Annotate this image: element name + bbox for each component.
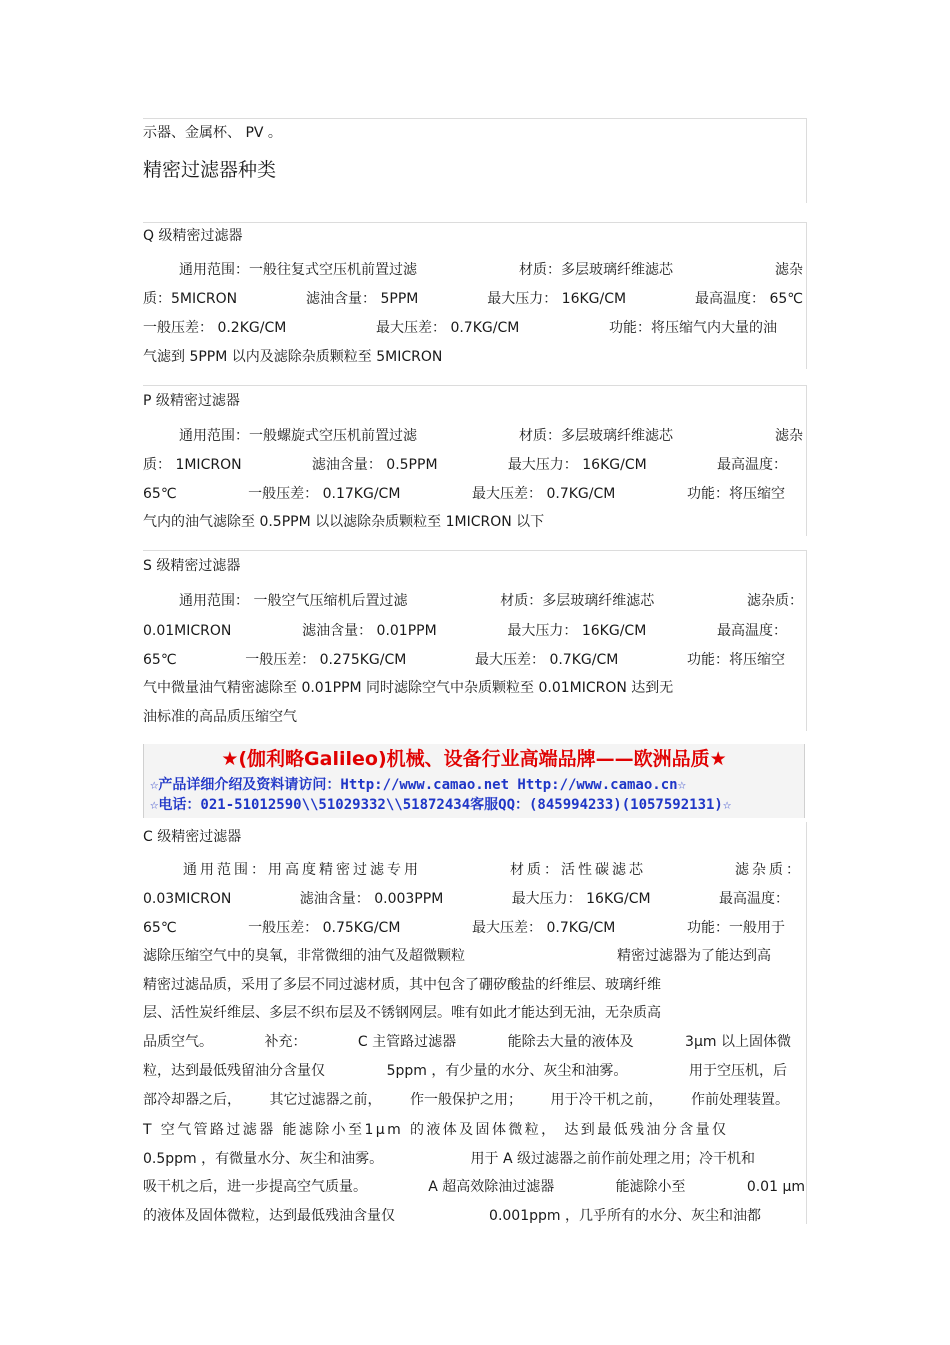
- p-l1-b: 材质：多层玻璃纤维滤芯: [519, 428, 673, 444]
- s-line-2: [143, 622, 787, 640]
- c-l13-b: 0.001ppm ，几乎所有的水分、灰尘和油都: [489, 1208, 761, 1224]
- c-l9-d: 用于冷干机之前，: [550, 1092, 663, 1108]
- c-l2-c: 最大压力： 16KG/CM: [511, 891, 651, 907]
- p-l1-a: 通用范围：一般螺旋式空压机前置过滤: [179, 428, 417, 444]
- q-l1-a: 通用范围：一般往复式空压机前置过滤: [179, 262, 417, 278]
- c-l13-a: 的液体及固体微粒，达到最低残油含量仅: [143, 1208, 395, 1224]
- q-line-4: 气滤到 5PPM 以内及滤除杂质颗粒至 5MICRON: [143, 349, 443, 365]
- s-l1-a: 通用范围： 一般空气压缩机后置过滤: [179, 593, 408, 609]
- c-l9-e: 作前处理装置。: [691, 1092, 789, 1108]
- s-l1-b: 材质：多层玻璃纤维滤芯: [500, 593, 655, 609]
- c-l2-b: 滤油含量： 0.003PPM: [299, 891, 444, 907]
- s-heading: S 级精密过滤器: [143, 558, 241, 574]
- p-l3-a: 65℃: [143, 486, 177, 502]
- c-heading: C 级精密过滤器: [143, 829, 242, 845]
- q-line-1: [143, 261, 803, 279]
- c-l7-d: 能除去大量的液体及: [507, 1034, 634, 1050]
- s-line-3: [143, 651, 785, 669]
- p-line-3: [143, 485, 785, 503]
- c-line-13: [143, 1207, 761, 1225]
- c-l7-b: 补充：: [264, 1034, 307, 1050]
- s-l2-b: 滤油含量： 0.01PPM: [302, 623, 437, 639]
- section-title: 精密过滤器种类: [143, 159, 277, 181]
- p-line-2: [143, 456, 787, 474]
- s-l2-c: 最大压力： 16KG/CM: [507, 623, 647, 639]
- c-l7-e: 3μm 以上固体微: [685, 1034, 791, 1050]
- p-l2-d: 最高温度：: [716, 457, 787, 473]
- q-l3-c: 功能：将压缩气内大量的油: [609, 320, 777, 336]
- c-l4-a: 滤除压缩空气中的臭氧，非常微细的油气及超微颗粒: [143, 948, 465, 964]
- s-l3-a: 65℃: [143, 652, 177, 668]
- p-l2-a: 质： 1MICRON: [143, 457, 242, 473]
- s-l1-c: 滤杂质：: [746, 593, 803, 609]
- c-l8-b: 5ppm ，有少量的水分、灰尘和油雾。: [386, 1063, 628, 1079]
- s-line-1: [143, 592, 803, 610]
- c-l9-b: 其它过滤器之前，: [269, 1092, 382, 1108]
- c-l1-c: 滤杂质：: [735, 862, 803, 878]
- frame-s: [143, 550, 807, 731]
- q-l3-b: 最大压差： 0.7KG/CM: [376, 320, 520, 336]
- q-l1-b: 材质：多层玻璃纤维滤芯: [519, 262, 673, 278]
- c-line-7: [143, 1033, 791, 1051]
- s-l2-a: 0.01MICRON: [143, 623, 232, 639]
- c-l11-a: 0.5ppm ，有微量水分、灰尘和油雾。: [143, 1151, 384, 1167]
- q-l2-a: 质：5MICRON: [143, 291, 238, 307]
- c-line-8: [143, 1062, 787, 1080]
- c-l4-b: 精密过滤器为了能达到高: [617, 948, 771, 964]
- banner-phone-line: ☆电话：021-51012590\\51029332\\51872434客服QQ：(845994233)(1057592131)☆: [150, 797, 732, 813]
- p-line-1: [143, 427, 803, 445]
- p-l3-c: 最大压差： 0.7KG/CM: [472, 486, 616, 502]
- s-l3-b: 一般压差： 0.275KG/CM: [245, 652, 407, 668]
- s-l2-d: 最高温度：: [717, 623, 787, 639]
- c-l12-a: 吸干机之后，进一步提高空气质量。: [143, 1179, 367, 1195]
- p-l3-b: 一般压差： 0.17KG/CM: [248, 486, 401, 502]
- q-line-2: [143, 290, 803, 308]
- c-l2-a: 0.03MICRON: [143, 891, 232, 907]
- p-l2-c: 最大压力： 16KG/CM: [507, 457, 647, 473]
- p-l1-c: 滤杂: [775, 428, 803, 444]
- ad-banner[interactable]: [143, 744, 805, 818]
- c-line-12: [143, 1178, 805, 1196]
- banner-brand-line: ★(伽利略Galileo)机械、设备行业高端品牌——欧洲品质★: [221, 748, 727, 770]
- c-l1-b: 材质：活性碳滤芯: [510, 862, 646, 878]
- c-l3-b: 一般压差： 0.75KG/CM: [248, 920, 401, 936]
- s-l3-d: 功能：将压缩空: [686, 652, 785, 668]
- c-line-9: [143, 1091, 789, 1109]
- c-line-10: T 空气管路过滤器 能滤除小至1μm 的液体及固体微粒， 达到最低残油分含量仅: [143, 1122, 729, 1138]
- q-l2-c: 最大压力： 16KG/CM: [487, 291, 627, 307]
- c-l3-d: 功能：一般用于: [686, 920, 785, 936]
- c-l7-a: 品质空气。: [143, 1034, 213, 1050]
- p-l3-d: 功能：将压缩空: [686, 486, 785, 502]
- s-l3-c: 最大压差： 0.7KG/CM: [475, 652, 619, 668]
- c-l1-a: 通用范围：用高度精密过滤专用: [183, 862, 421, 878]
- c-l12-c: 能滤除小至: [615, 1179, 686, 1195]
- c-l9-a: 部冷却器之后，: [143, 1092, 241, 1108]
- q-heading: Q 级精密过滤器: [143, 228, 243, 244]
- c-l8-a: 粒，达到最低残留油分含量仅: [143, 1063, 325, 1079]
- c-l11-b: 用于 A 级过滤器之前作前处理之用；冷干机和: [470, 1151, 755, 1167]
- c-line-2: [143, 890, 789, 908]
- c-l12-d: 0.01 μm: [746, 1179, 805, 1195]
- c-l9-c: 作一般保护之用；: [410, 1092, 522, 1108]
- banner-url-line[interactable]: ☆产品详细介绍及资料请访问：Http://www.camao.net Http://www.camao.cn☆: [150, 777, 687, 793]
- s-line-4: 气中微量油气精密滤除至 0.01PPM 同时滤除空气中杂质颗粒至 0.01MICRON 达到无: [143, 680, 674, 696]
- c-l12-b: A 超高效除油过滤器: [428, 1179, 555, 1195]
- s-line-5: 油标准的高品质压缩空气: [143, 709, 297, 725]
- p-heading: P 级精密过滤器: [143, 393, 240, 409]
- c-line-6: 层、活性炭纤维层、多层不织布层及不锈钢网层。唯有如此才能达到无油，无杂质高: [143, 1005, 661, 1021]
- c-l3-c: 最大压差： 0.7KG/CM: [472, 920, 616, 936]
- c-l2-d: 最高温度：: [718, 891, 789, 907]
- p-line-4: 气内的油气滤除至 0.5PPM 以以滤除杂质颗粒至 1MICRON 以下: [143, 514, 545, 530]
- c-l7-c: C 主管路过滤器: [357, 1034, 457, 1050]
- q-l2-b: 滤油含量： 5PPM: [306, 291, 419, 307]
- q-l3-a: 一般压差： 0.2KG/CM: [143, 320, 287, 336]
- c-l8-c: 用于空压机，后: [689, 1063, 787, 1079]
- q-line-3: [143, 319, 777, 337]
- c-line-1: [143, 861, 803, 879]
- c-line-5: 精密过滤品质，采用了多层不同过滤材质，其中包含了硼矽酸盐的纤维层、玻璃纤维: [143, 977, 661, 993]
- intro-text: 示器、金属杯、 PV 。: [143, 125, 282, 141]
- q-l2-d: 最高温度： 65℃: [695, 291, 803, 307]
- c-line-4: [143, 947, 771, 965]
- c-line-11: [143, 1150, 755, 1168]
- q-l1-c: 滤杂: [775, 262, 803, 278]
- c-line-3: [143, 919, 785, 937]
- c-l3-a: 65℃: [143, 920, 177, 936]
- p-l2-b: 滤油含量： 0.5PPM: [311, 457, 438, 473]
